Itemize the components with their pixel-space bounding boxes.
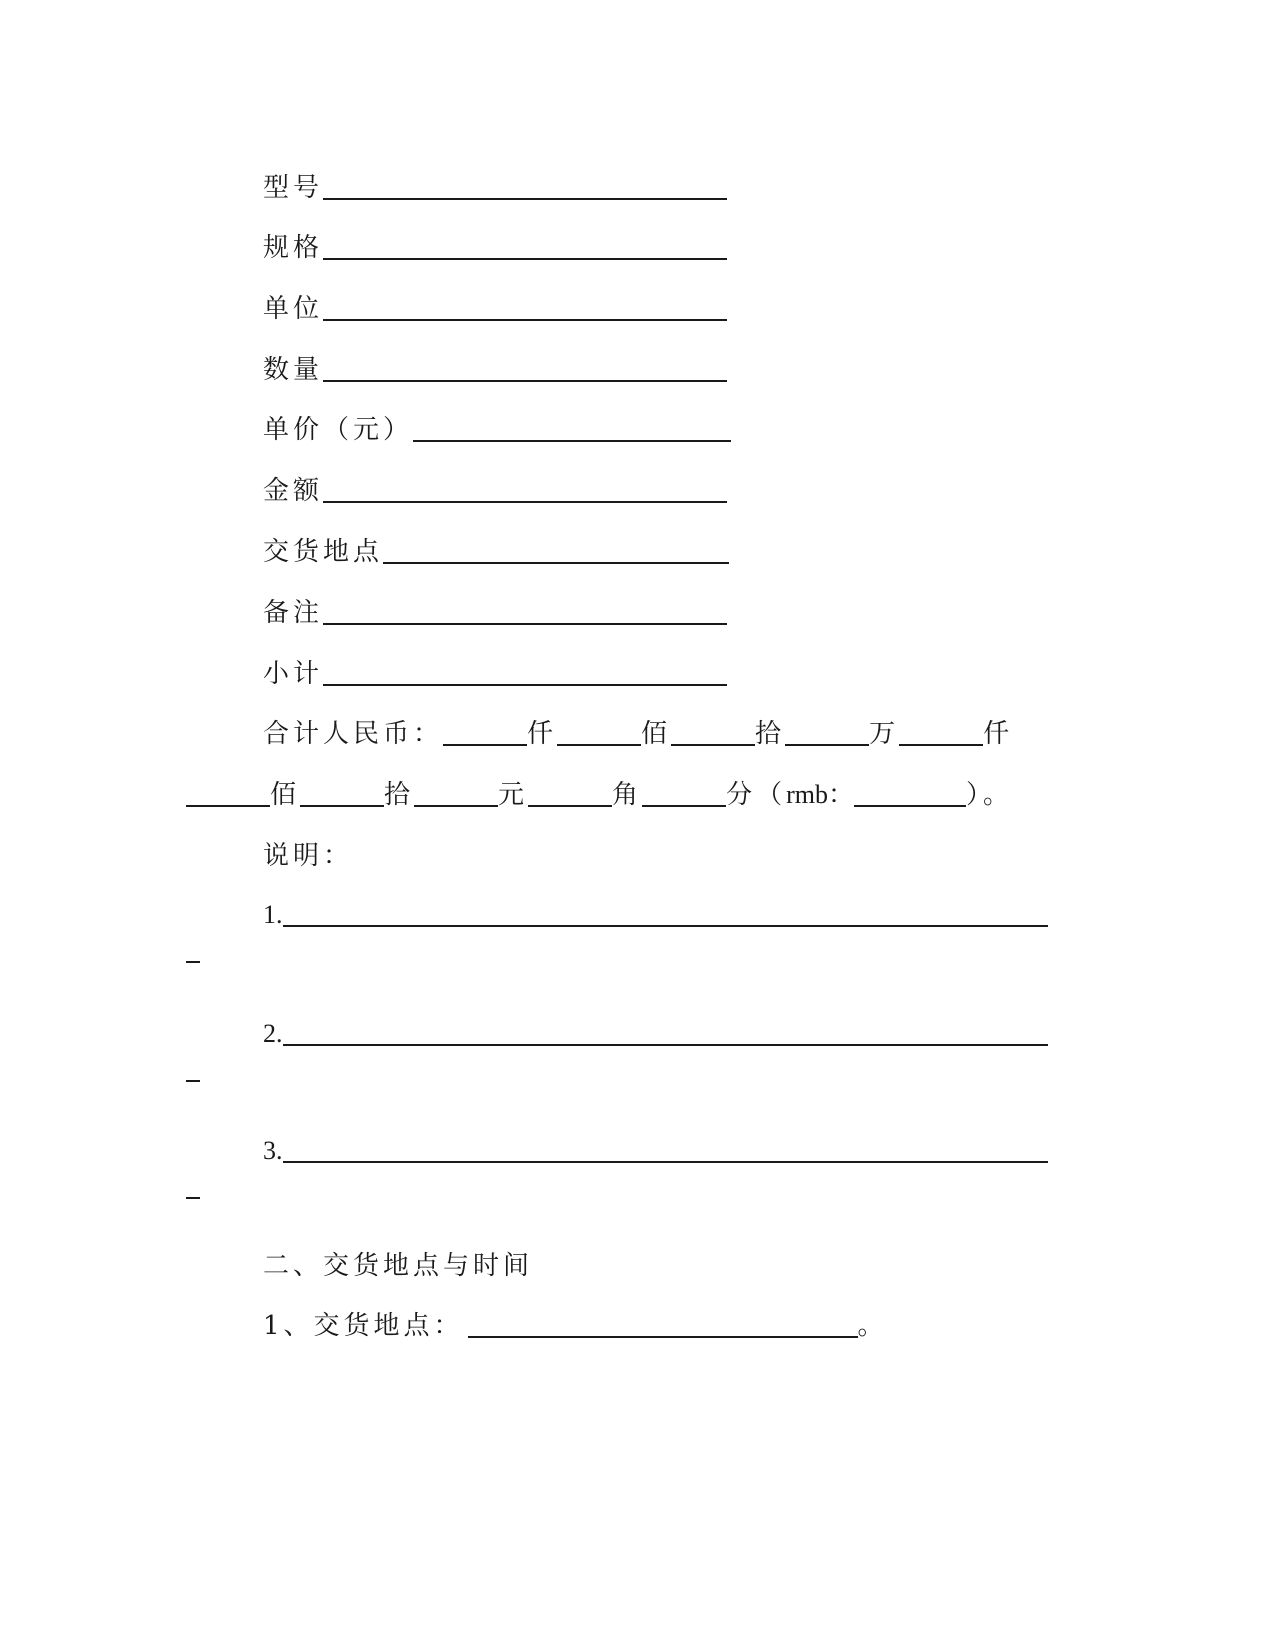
field-remarks [263, 593, 727, 629]
fill-in-blank[interactable] [323, 319, 727, 321]
unit-label: 角 [612, 780, 643, 810]
amount-blank[interactable] [528, 805, 612, 807]
note-continuation-dash [186, 1080, 200, 1082]
amount-blank[interactable] [300, 805, 384, 807]
field-amount [263, 471, 727, 507]
field-label: 交货地点 [263, 537, 384, 567]
fill-in-blank[interactable] [323, 198, 727, 200]
total-rmb-line2 [186, 775, 1013, 811]
unit-label: 拾 [384, 780, 415, 810]
field-label: 规格 [263, 233, 324, 263]
field-delivery-location [263, 532, 729, 568]
unit-label: 拾 [755, 719, 786, 749]
rmb-label: rmb： [786, 780, 854, 809]
note-continuation-dash [186, 961, 200, 963]
amount-blank[interactable] [557, 744, 641, 746]
rmb-amount-blank[interactable] [854, 805, 966, 807]
note-blank[interactable] [283, 1044, 1048, 1046]
field-model [263, 168, 727, 204]
unit-label: 万 [869, 719, 900, 749]
fill-in-blank[interactable] [383, 562, 729, 564]
section-heading: 二、交货地点与时间 [263, 1251, 534, 1281]
unit-label: 佰 [270, 780, 301, 810]
note-number: 1. [263, 900, 283, 929]
note-item-3 [263, 1131, 1048, 1167]
amount-blank[interactable] [186, 805, 270, 807]
amount-blank[interactable] [671, 744, 755, 746]
note-continuation-dash [186, 1197, 200, 1199]
rmb-open-paren: （ [756, 780, 787, 810]
note-number: 2. [263, 1019, 283, 1048]
notes-heading-row [263, 836, 353, 872]
field-label: 备注 [263, 598, 324, 628]
amount-blank[interactable] [443, 744, 527, 746]
notes-heading: 说明： [263, 841, 354, 871]
rmb-close-paren: ）。 [965, 780, 1013, 810]
amount-blank[interactable] [642, 805, 726, 807]
period: 。 [857, 1311, 888, 1341]
unit-label: 仟 [527, 719, 558, 749]
field-label: 单价（元） [263, 415, 414, 445]
fill-in-blank[interactable] [323, 684, 727, 686]
unit-label: 仟 [983, 719, 1014, 749]
fill-in-blank[interactable] [323, 623, 727, 625]
note-blank[interactable] [283, 1161, 1048, 1163]
amount-blank[interactable] [414, 805, 498, 807]
field-spec [263, 228, 727, 264]
note-blank[interactable] [283, 925, 1048, 927]
delivery-location-label: 1、交货地点： [263, 1311, 464, 1341]
field-label: 型号 [263, 173, 324, 203]
field-label: 数量 [263, 355, 324, 385]
field-quantity [263, 350, 727, 386]
total-rmb-line1 [263, 714, 1013, 750]
fill-in-blank[interactable] [413, 440, 731, 442]
unit-label: 佰 [641, 719, 672, 749]
section-2-heading-row [263, 1246, 533, 1282]
field-label: 金额 [263, 476, 324, 506]
field-label: 单位 [263, 294, 324, 324]
unit-label: 元 [498, 780, 529, 810]
field-unit [263, 289, 727, 325]
delivery-location-blank[interactable] [468, 1336, 858, 1338]
amount-blank[interactable] [785, 744, 869, 746]
field-label: 小计 [263, 659, 324, 689]
field-unit-price [263, 410, 731, 446]
fill-in-blank[interactable] [323, 380, 727, 382]
note-item-2 [263, 1014, 1048, 1050]
unit-label: 分 [726, 780, 757, 810]
fill-in-blank[interactable] [323, 258, 727, 260]
note-item-1 [263, 895, 1048, 931]
total-label: 合计人民币： [263, 719, 444, 749]
note-number: 3. [263, 1136, 283, 1165]
delivery-location-row [263, 1306, 888, 1342]
fill-in-blank[interactable] [323, 501, 727, 503]
field-subtotal [263, 654, 727, 690]
amount-blank[interactable] [899, 744, 983, 746]
